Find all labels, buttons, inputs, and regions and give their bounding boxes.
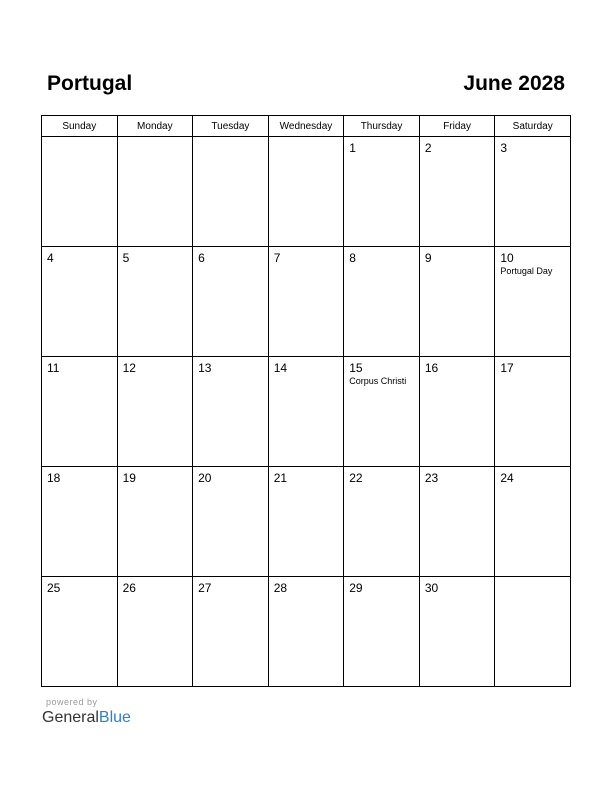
day-cell [42, 137, 118, 247]
day-cell [193, 137, 269, 247]
weekday-header: Thursday [344, 116, 420, 137]
weekday-header-row [42, 116, 571, 137]
day-cell [117, 467, 193, 577]
day-cell [419, 137, 495, 247]
day-cell [117, 247, 193, 357]
generalblue-logo[interactable] [42, 708, 131, 728]
day-number [118, 137, 193, 141]
day-cell [495, 137, 571, 247]
day-number: 30 [424, 581, 439, 595]
day-cell [495, 357, 571, 467]
calendar-country-title: Portugal [47, 72, 133, 95]
day-cell [495, 247, 571, 357]
weekday-header: Tuesday [193, 116, 269, 137]
day-cell [117, 357, 193, 467]
calendar-grid [41, 115, 571, 687]
day-number [495, 577, 570, 581]
logo-text-general: General [42, 709, 99, 726]
day-number: 27 [198, 581, 212, 595]
day-number: 3 [500, 141, 508, 155]
day-number: 18 [47, 471, 61, 485]
logo-text-blue: Blue [98, 709, 131, 726]
day-cell [344, 247, 420, 357]
day-cell [344, 137, 420, 247]
weekday-header: Friday [419, 116, 495, 137]
day-cell [117, 577, 193, 687]
day-cell [42, 247, 118, 357]
day-number: 26 [122, 581, 136, 595]
day-number: 15 [349, 361, 363, 375]
day-cell [419, 467, 495, 577]
weekday-header: Sunday [42, 116, 118, 137]
day-cell [193, 467, 269, 577]
holiday-label: Portugal Day [500, 266, 553, 276]
day-cell [117, 137, 193, 247]
day-number: 28 [273, 581, 288, 595]
day-cell [419, 357, 495, 467]
calendar-month-title: June 2028 [463, 72, 565, 95]
day-cell [193, 357, 269, 467]
day-cell [495, 467, 571, 577]
week-row [42, 137, 571, 247]
day-cell [42, 577, 118, 687]
day-number: 8 [349, 251, 356, 265]
day-number: 5 [122, 251, 130, 265]
day-number: 14 [273, 361, 288, 375]
day-number: 13 [198, 361, 212, 375]
day-number: 29 [349, 581, 363, 595]
day-number: 20 [198, 471, 212, 485]
week-row [42, 247, 571, 357]
day-cell [344, 357, 420, 467]
day-cell [193, 247, 269, 357]
day-number: 9 [424, 251, 432, 265]
day-cell [268, 247, 344, 357]
day-number [269, 137, 344, 141]
day-number: 12 [122, 361, 136, 375]
weekday-header: Saturday [495, 116, 571, 137]
day-number: 24 [500, 471, 514, 485]
day-cell [419, 247, 495, 357]
day-number: 11 [47, 361, 60, 375]
day-number: 7 [273, 251, 281, 265]
day-cell [42, 467, 118, 577]
day-number: 16 [424, 361, 439, 375]
day-cell [268, 467, 344, 577]
day-cell [193, 577, 269, 687]
day-number: 6 [198, 251, 205, 265]
day-cell [344, 467, 420, 577]
weekday-header: Monday [117, 116, 193, 137]
day-number: 22 [349, 471, 363, 485]
day-cell [42, 357, 118, 467]
week-row [42, 357, 571, 467]
powered-by-label: powered by [46, 697, 98, 707]
day-number [42, 137, 117, 141]
day-number: 2 [424, 141, 432, 155]
day-cell [268, 357, 344, 467]
day-number: 21 [273, 471, 288, 485]
day-number: 25 [47, 581, 61, 595]
week-row [42, 467, 571, 577]
day-cell [268, 577, 344, 687]
day-cell [268, 137, 344, 247]
day-cell [344, 577, 420, 687]
day-number: 23 [424, 471, 439, 485]
day-number: 10 [500, 251, 514, 265]
day-number [193, 137, 268, 141]
weekday-header: Wednesday [268, 116, 344, 137]
day-number: 17 [500, 361, 514, 375]
day-number: 19 [122, 471, 136, 485]
day-number: 1 [349, 141, 356, 155]
day-number: 4 [47, 251, 54, 265]
week-row [42, 577, 571, 687]
holiday-label: Corpus Christi [349, 376, 407, 386]
day-cell [419, 577, 495, 687]
day-cell [495, 577, 571, 687]
